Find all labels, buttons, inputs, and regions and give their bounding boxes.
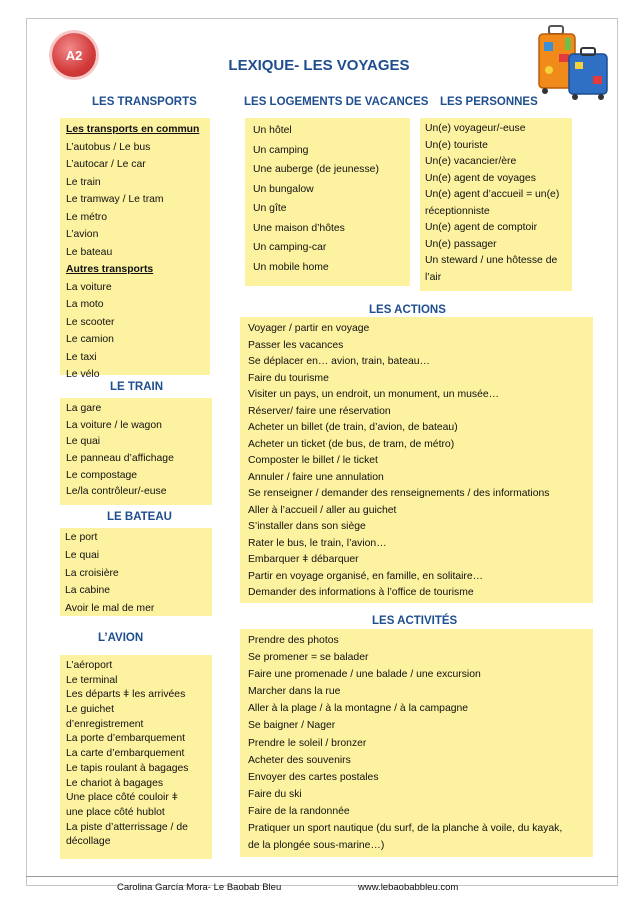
list-item: La moto (66, 299, 104, 310)
list-item: Voyager / partir en voyage (248, 323, 370, 334)
list-item: Un(e) touriste (425, 139, 488, 151)
list-item: Le taxi (66, 351, 97, 363)
list-item: Le train (66, 176, 101, 188)
transports-commun-title: Les transports en commun (66, 124, 200, 135)
list-item: Aller à l’accueil / aller au guichet (248, 504, 397, 516)
list-item: Un(e) agent de voyages (425, 172, 536, 184)
list-item: Le quai (66, 436, 101, 448)
list-item: S’installer dans son siège (248, 521, 366, 532)
list-item: La gare (66, 403, 102, 414)
list-item: de la plongée sous-marine…) (248, 840, 385, 852)
list-item: L’autocar / Le car (66, 159, 146, 170)
personnes-box (420, 118, 572, 291)
list-item: Pratiquer un sport nautique (du surf, de la planche à voile, du kayak, (248, 823, 563, 835)
list-item: Partir en voyage organisé, en famille, en solitaire… (248, 570, 484, 582)
list-item: Se promener = se balader (248, 652, 369, 664)
header-avion: L’AVION (98, 632, 144, 644)
list-item: Passer les vacances (248, 339, 344, 351)
header-personnes: LES PERSONNES (440, 96, 538, 108)
page-title: LEXIQUE- LES VOYAGES (228, 57, 410, 74)
list-item: L’aéroport (66, 660, 113, 671)
list-item: Le tapis roulant à bagages (66, 762, 189, 774)
list-item: décollage (66, 836, 111, 848)
list-item: Demander des informations à l’office de tourisme (248, 587, 474, 598)
list-item: Le quai (65, 549, 100, 561)
list-item: Le tramway / Le tram (66, 194, 164, 205)
list-item: Faire du ski (248, 788, 302, 800)
list-item: Un(e) vacancier/ère (425, 156, 517, 167)
list-item: Les départs ǂ les arrivées (66, 689, 186, 701)
activites-box (240, 629, 593, 857)
header-transports: LES TRANSPORTS (92, 96, 197, 108)
list-item: Rater le bus, le train, l’avion… (248, 537, 387, 549)
list-item: Un mobile home (253, 261, 329, 273)
footer-divider (26, 876, 618, 877)
list-item: La croisière (65, 567, 119, 579)
bateau-box (60, 528, 212, 616)
list-item: Se déplacer en… avion, train, bateau… (248, 356, 430, 367)
list-item: Le scooter (66, 316, 115, 328)
list-item: Aller à la plage / à la montagne / à la campagne (248, 703, 469, 715)
list-item: Prendre des photos (248, 635, 339, 646)
list-item: une place côté hublot (66, 806, 165, 818)
list-item: Le compostage (66, 469, 138, 481)
list-item: Composter le billet / le ticket (248, 455, 378, 466)
list-item: Une place côté couloir ǂ (66, 792, 178, 804)
footer-url[interactable]: www.lebaobabbleu.com (358, 882, 459, 893)
list-item: Le métro (66, 211, 108, 223)
transports-autres-title: Autres transports (66, 264, 154, 275)
list-item: réceptionniste (425, 205, 490, 217)
list-item: Une maison d’hôtes (253, 222, 345, 234)
logements-box (245, 118, 410, 286)
list-item: Le chariot à bagages (66, 777, 164, 789)
list-item: Le/la contrôleur/-euse (66, 486, 167, 498)
actions-box (240, 317, 593, 603)
list-item: Se baigner / Nager (248, 720, 336, 732)
footer-author: Carolina García Mora- Le Baobab Bleu (117, 882, 282, 893)
list-item: La carte d’embarquement (66, 748, 185, 760)
list-item: Visiter un pays, un endroit, un monument, un musée… (248, 389, 500, 400)
list-item: La cabine (65, 585, 111, 597)
list-item: Une auberge (de jeunesse) (253, 164, 379, 175)
transports-box (60, 118, 210, 380)
train-box (60, 398, 212, 505)
list-item: La piste d’atterrissage / de (66, 821, 188, 833)
list-item: La voiture / le wagon (66, 419, 162, 431)
list-item: L’avion (66, 229, 99, 240)
list-item: Envoyer des cartes postales (248, 771, 379, 783)
list-item: Faire du tourisme (248, 372, 329, 384)
header-logements: LES LOGEMENTS DE VACANCES (244, 96, 429, 108)
list-item: Faire une promenade / une balade / une excursion (248, 669, 481, 681)
list-item: Un gîte (253, 203, 287, 214)
list-item: Le port (65, 532, 98, 543)
list-item: Un hôtel (253, 125, 292, 136)
list-item: Acheter un ticket (de bus, de tram, de métro) (248, 438, 455, 450)
level-badge: A2 (52, 33, 96, 77)
suitcase-icon (535, 24, 611, 104)
list-item: Marcher dans la rue (248, 686, 341, 698)
list-item: Faire de la randonnée (248, 805, 350, 817)
list-item: Un bungalow (253, 183, 314, 195)
list-item: Acheter un billet (de train, d’avion, de bateau) (248, 422, 458, 433)
list-item: Le vélo (66, 369, 100, 380)
list-item: Se renseigner / demander des renseignements / des informations (248, 488, 550, 499)
list-item: Un(e) agent d’accueil = un(e) (425, 189, 560, 200)
list-item: Le guichet (66, 704, 114, 716)
list-item: Le camion (66, 334, 114, 345)
header-actions: LES ACTIONS (369, 304, 446, 316)
list-item: Acheter des souvenirs (248, 754, 351, 766)
list-item: La porte d’embarquement (66, 733, 185, 745)
list-item: Un camping-car (253, 242, 327, 253)
avion-box (60, 655, 212, 859)
list-item: Le panneau d’affichage (66, 453, 174, 465)
list-item: Le terminal (66, 674, 118, 686)
header-train: LE TRAIN (110, 381, 164, 393)
list-item: Prendre le soleil / bronzer (248, 737, 367, 749)
list-item: Réserver/ faire une réservation (248, 405, 391, 417)
list-item: Un camping (253, 144, 309, 156)
list-item: La voiture (66, 281, 112, 293)
list-item: Un(e) voyageur/-euse (425, 123, 526, 134)
list-item: Avoir le mal de mer (65, 603, 155, 615)
list-item: Annuler / faire une annulation (248, 471, 384, 483)
header-activites: LES ACTIVITÉS (372, 615, 458, 627)
header-bateau: LE BATEAU (107, 511, 172, 523)
list-item: l’air (425, 271, 442, 283)
list-item: Un(e) agent de comptoir (425, 222, 538, 233)
list-item: Un(e) passager (425, 238, 497, 250)
list-item: Embarquer ǂ débarquer (248, 554, 359, 565)
list-item: Le bateau (66, 246, 113, 258)
list-item: Un steward / une hôtesse de (425, 255, 558, 266)
list-item: d’enregistrement (66, 718, 144, 730)
list-item: L’autobus / Le bus (66, 141, 151, 153)
